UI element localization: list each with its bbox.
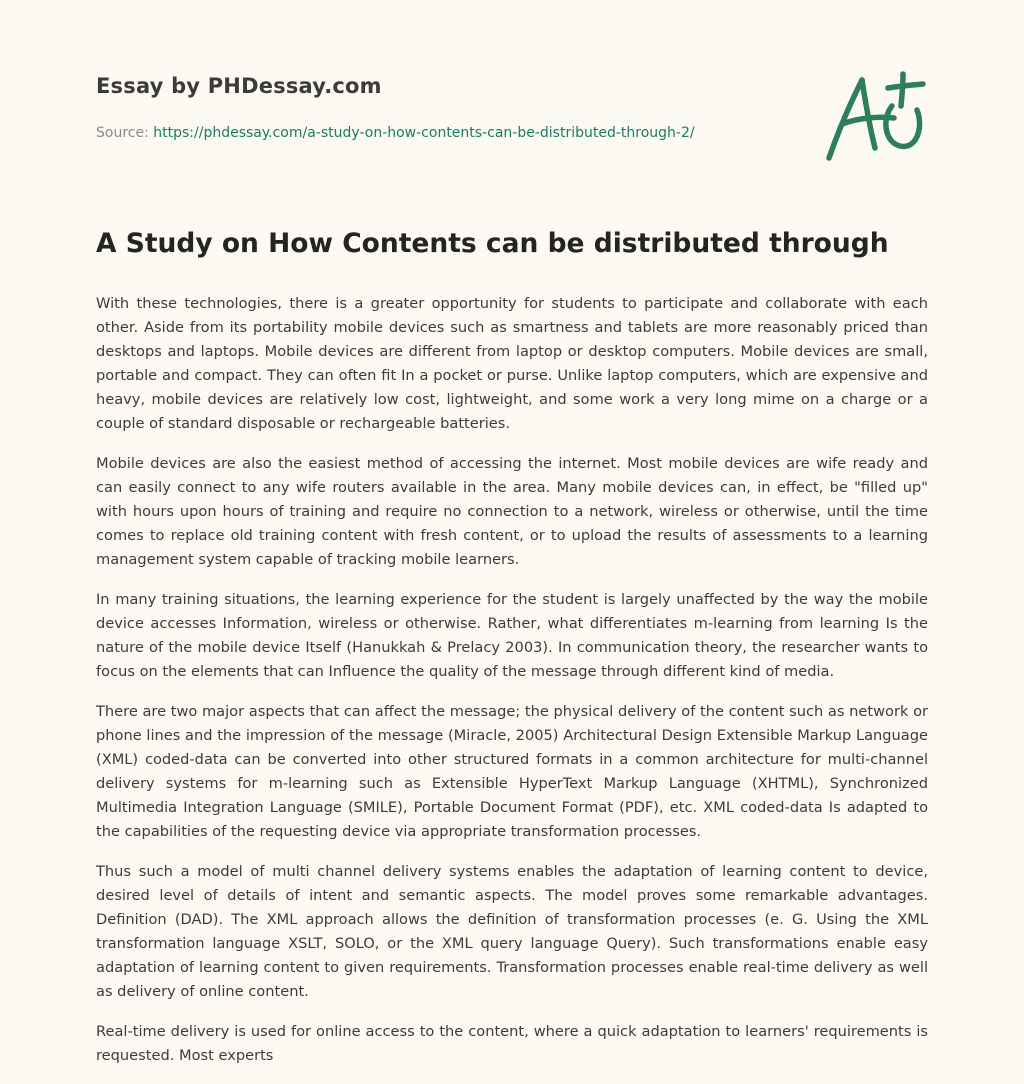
- source-label: Source:: [96, 125, 154, 141]
- essay-paragraph: Mobile devices are also the easiest method of accessing the internet. Most mobile devices are wife ready and can easily connect to any wife routers available in the area. Many mobile devices can, in effect, be "filled up" with hours upon hours of training and require no connection to a network, wireless or otherwise, until the time comes to replace old training content with fresh content, or to upload the results of assessments to a learning management system capable of tracking mobile learners.: [96, 455, 928, 568]
- essay-paragraph: Real-time delivery is used for online access to the content, where a quick adaptation to learners' requirements is requested. Most experts: [96, 1023, 928, 1064]
- essay-paragraph: There are two major aspects that can affect the message; the physical delivery of the content such as network or phone lines and the impression of the message (Miracle, 2005) Architectural Design Extensible Markup Language (XML) coded-data can be converted into other structured formats in a common architecture for multi-channel delivery systems for m-learning such as Extensible HyperText Markup Language (XHTML), Synchronized Multimedia Integration Language (SMILE), Portable Document Format (PDF), etc. XML coded-data Is adapted to the capabilities of the requesting device via appropriate transformation processes.: [96, 703, 928, 840]
- article-title: A Study on How Contents can be distributed through: [96, 228, 889, 259]
- essay-paragraph: Thus such a model of multi channel delivery systems enables the adaptation of learning content to device, desired level of details of intent and semantic aspects. The model proves some remarkable advantages. Definition (DAD). The XML approach allows the definition of transformation processes (e. G. Using the XML transformation language XSLT, SOLO, or the XML query language Query). Such transformations enable easy adaptation of learning content to given requirements. Transformation processes enable real-time delivery as well as delivery of online content.: [96, 863, 928, 1000]
- essay-header: [96, 74, 796, 141]
- essay-paragraph: In many training situations, the learning experience for the student is largely unaffected by the way the mobile device accesses Information, wireless or otherwise. Rather, what differentiates m-learning from learning Is the nature of the mobile device Itself (Hanukkah & Prelacy 2003). In communication theory, the researcher wants to focus on the elements that can Influence the quality of the message through different kind of media.: [96, 591, 928, 680]
- site-title: Essay by PHDessay.com: [96, 74, 382, 98]
- essay-article: [96, 224, 928, 1084]
- essay-paragraph: With these technologies, there is a greater opportunity for students to participate and collaborate with each other. Aside from its portability mobile devices such as smartness and tablets are more reasonably priced than desktops and laptops. Mobile devices are different from laptop or desktop computers. Mobile devices are small, portable and compact. They can often fit In a pocket or purse. Unlike laptop computers, which are expensive and heavy, mobile devices are relatively low cost, lightweight, and some work a very long mime on a charge or a couple of standard disposable or rechargeable batteries.: [96, 295, 928, 432]
- a-plus-grade-icon: [820, 66, 930, 166]
- source-link[interactable]: https://phdessay.com/a-study-on-how-contents-can-be-distributed-through-2/: [153, 125, 695, 141]
- source-line: [96, 125, 695, 141]
